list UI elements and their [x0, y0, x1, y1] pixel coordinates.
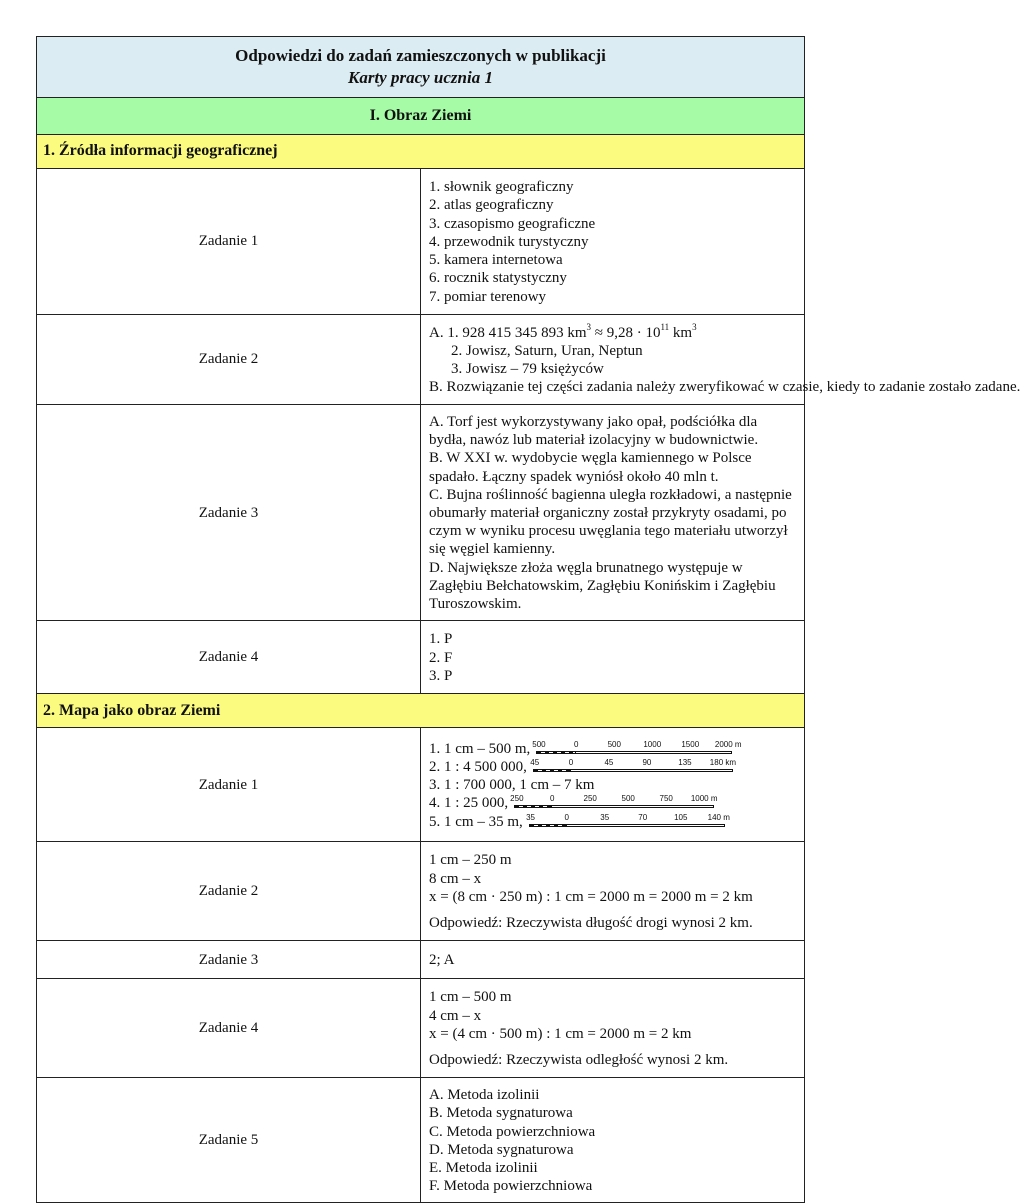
- scale-bar-negative: [529, 824, 567, 827]
- scale-tick: 0: [574, 739, 579, 749]
- task-row: [37, 621, 805, 694]
- scale-line: [429, 740, 796, 758]
- answer-line: D. Metoda sygnaturowa: [429, 1141, 574, 1158]
- task-row: [37, 315, 805, 405]
- task-answer: [421, 728, 805, 842]
- answer-line: 1. słownik geograficzny: [429, 179, 574, 196]
- task-answer: [421, 842, 805, 941]
- task-label: Zadanie 3: [37, 941, 421, 979]
- task-row: [37, 405, 805, 621]
- task-row: [37, 979, 805, 1078]
- answer-line: 1. P: [429, 631, 453, 648]
- scale-tick: 35: [600, 812, 610, 822]
- chapter-row: [37, 98, 805, 135]
- scale-bar-negative: [533, 769, 571, 772]
- document-subtitle: Karty pracy ucznia 1: [348, 68, 493, 87]
- scale-tick: 250: [583, 794, 597, 804]
- answer-paragraph: A. Torf jest wykorzystywany jako opał, podściółka dla bydła, nawóz lub materiał izolacyjny w budownictwie.: [429, 414, 759, 449]
- spacer: [429, 1043, 796, 1051]
- scale-bar-negative: [536, 751, 576, 754]
- answer-line: 2. F: [429, 649, 453, 666]
- task-row: [37, 1078, 805, 1203]
- task-answer: [421, 1078, 805, 1203]
- scale-tick: 500: [607, 739, 621, 749]
- scale-text: 4. 1 : 25 000,: [429, 795, 509, 812]
- scale-tick: 90: [642, 758, 652, 768]
- answer-line: 7. pomiar terenowy: [429, 288, 547, 305]
- answer-paragraph: B. W XXI w. wydobycie węgla kamiennego w Polsce spadało. Łączny spadek wyniósł około 40 mln t.: [429, 450, 752, 485]
- scale-bar: [526, 812, 730, 831]
- exponent: 3: [692, 321, 697, 332]
- scale-tick: 0: [568, 758, 574, 768]
- scale-tick: 180 km: [709, 758, 737, 768]
- formula-text: km: [669, 324, 693, 341]
- scale-tick: 500: [532, 739, 546, 749]
- task-label: Zadanie 4: [37, 621, 421, 694]
- answer-line: B. Metoda sygnaturowa: [429, 1105, 573, 1122]
- answer-line: C. Metoda powierzchniowa: [429, 1123, 596, 1140]
- scale-tick: 1000: [643, 739, 662, 749]
- scale-tick: 1000 m: [690, 794, 718, 804]
- answer-line: 5. kamera internetowa: [429, 252, 563, 269]
- answers-table: [36, 36, 1020, 1203]
- chapter-title: I. Obraz Ziemi: [37, 98, 805, 135]
- task-row: [37, 842, 805, 941]
- section-row: [37, 694, 805, 728]
- exponent: 11: [660, 321, 670, 332]
- answer-line: 4. przewodnik turystyczny: [429, 233, 589, 250]
- task-answer: [421, 315, 1020, 405]
- header-row: [37, 37, 805, 98]
- task-answer: [421, 405, 805, 621]
- scale-text: 2. 1 : 4 500 000,: [429, 758, 527, 775]
- task-answer: [421, 621, 805, 694]
- calc-line: 4 cm – x: [429, 1007, 482, 1024]
- scale-tick: 500: [621, 794, 635, 804]
- scale-tick: 105: [674, 812, 688, 822]
- scale-line: [429, 813, 796, 831]
- answer-line: 2; A: [429, 952, 455, 969]
- scale-tick: 2000 m: [714, 739, 742, 749]
- task-label: Zadanie 1: [37, 728, 421, 842]
- calc-line: 1 cm – 500 m: [429, 989, 512, 1006]
- task-row: [37, 728, 805, 842]
- formula-text: A. 1. 928 415 345 893 km: [429, 324, 587, 341]
- task-label: Zadanie 1: [37, 169, 421, 315]
- scale-tick: 35: [526, 812, 535, 822]
- scale-tick: 0: [564, 812, 569, 822]
- section-row: [37, 135, 805, 169]
- task-answer: [421, 169, 805, 315]
- scale-bar-negative: [514, 805, 552, 808]
- section-title: 2. Mapa jako obraz Ziemi: [37, 694, 805, 728]
- scale-tick: 750: [659, 794, 673, 804]
- answer-sheet: [36, 36, 1020, 1203]
- scale-tick: 70: [638, 812, 648, 822]
- answer-line: Odpowiedź: Rzeczywista odległość wynosi 2 km.: [429, 1051, 729, 1068]
- calc-line: x = (8 cm · 250 m) : 1 cm = 2000 m = 2000 m = 2 km: [429, 888, 753, 905]
- answer-line: E. Metoda izolinii: [429, 1160, 538, 1177]
- task-label: Zadanie 2: [37, 315, 421, 405]
- spacer: [429, 906, 796, 914]
- exponent: 3: [586, 321, 591, 332]
- scale-bar: [510, 794, 718, 812]
- answer-line: Odpowiedź: Rzeczywista długość drogi wynosi 2 km.: [429, 914, 753, 931]
- scale-text: 5. 1 cm – 35 m,: [429, 813, 523, 830]
- task-answer: [421, 941, 805, 979]
- scale-line: [429, 758, 796, 776]
- scale-text: 3. 1 : 700 000, 1 cm – 7 km: [429, 777, 595, 794]
- task-label: Zadanie 4: [37, 979, 421, 1078]
- task-row: [37, 169, 805, 315]
- scale-text: 1. 1 cm – 500 m,: [429, 740, 531, 757]
- answer-line: 3. P: [429, 667, 453, 684]
- scale-tick: 1500: [681, 739, 700, 749]
- calc-line: 1 cm – 250 m: [429, 852, 512, 869]
- scale-tick: 0: [549, 794, 555, 804]
- answer-line: 6. rocznik statystyczny: [429, 270, 567, 287]
- scale-tick: 45: [530, 758, 540, 768]
- answer-line: 3. Jowisz – 79 księżyców: [451, 361, 604, 377]
- header-cell: [37, 37, 805, 98]
- scale-tick: 140 m: [707, 812, 730, 822]
- task-label: Zadanie 3: [37, 405, 421, 621]
- scale-bar: [530, 758, 737, 776]
- section-title: 1. Źródła informacji geograficznej: [37, 135, 805, 169]
- scale-line: [429, 776, 796, 794]
- scale-tick: 45: [604, 758, 614, 768]
- scale-tick: 250: [510, 794, 524, 804]
- answer-line: 2. atlas geograficzny: [429, 197, 554, 214]
- task-label: Zadanie 5: [37, 1078, 421, 1203]
- scale-bar: [532, 739, 742, 758]
- answer-paragraph: D. Największe złoża węgla brunatnego występuje w Zagłębiu Bełchatowskim, Zagłębiu Konińskim i Zagłębiu Turoszowskim.: [429, 559, 776, 613]
- answer-line: 2. Jowisz, Saturn, Uran, Neptun: [451, 342, 643, 359]
- answer-line: A. Metoda izolinii: [429, 1087, 540, 1104]
- answer-line: F. Metoda powierzchniowa: [429, 1178, 593, 1195]
- task-answer: [421, 979, 805, 1078]
- calc-line: 8 cm – x: [429, 870, 482, 887]
- answer-line: 3. czasopismo geograficzne: [429, 215, 596, 232]
- scale-line: [429, 794, 796, 812]
- answer-line-formula: [429, 321, 796, 342]
- answer-line: B. Rozwiązanie tej części zadania należy zweryfikować w czasie, kiedy to zadanie zostało zadane.: [429, 379, 1020, 396]
- answer-paragraph: C. Bujna roślinność bagienna uległa rozkładowi, a następnie obumarły materiał organiczny został przykryty osadami, po czym w wyniku procesu uwęglania tego materiału utworzył się węgiel kamienny.: [429, 486, 792, 558]
- formula-text: ≈ 9,28 · 10: [591, 324, 661, 341]
- document-title: Odpowiedzi do zadań zamieszczonych w publikacji: [235, 46, 606, 65]
- scale-tick: 135: [678, 758, 692, 768]
- task-label: Zadanie 2: [37, 842, 421, 941]
- calc-line: x = (4 cm · 500 m) : 1 cm = 2000 m = 2 km: [429, 1025, 692, 1042]
- task-row: [37, 941, 805, 979]
